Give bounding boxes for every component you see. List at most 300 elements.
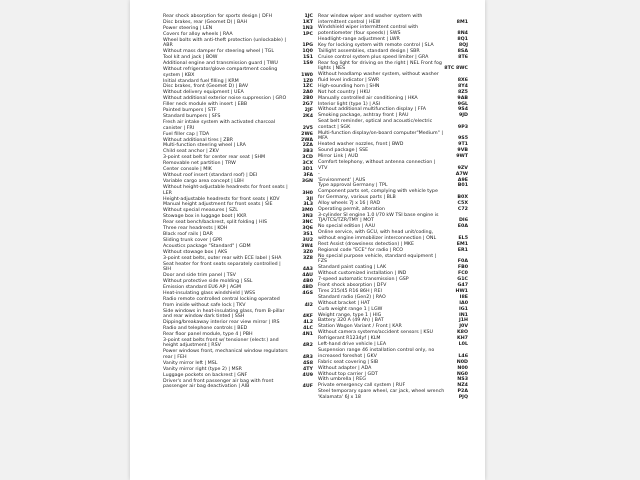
equipment-entry	[318, 55, 466, 61]
equipment-code: 1W0	[301, 72, 313, 78]
equipment-description: Weight range, type 1 | HIG	[318, 312, 382, 318]
equipment-description: Wheel bolts with anti-theft protection (unlockable) | ABR	[163, 37, 286, 49]
equipment-code: 1JC	[304, 14, 313, 19]
equipment-code: 3CX	[302, 161, 313, 167]
equipment-code: P2A	[457, 389, 468, 395]
equipment-description: Headlight-range adjustment | LWR	[318, 36, 400, 42]
equipment-entry	[163, 326, 311, 332]
equipment-code: 8Q1	[457, 36, 468, 42]
equipment-code: 8M1	[456, 19, 468, 25]
equipment-description: Without protective side molding | SSL	[163, 279, 253, 285]
equipment-code: NG0	[456, 371, 468, 377]
equipment-description: Disc brakes, front (Geomet D) | BAV	[163, 84, 249, 90]
equipment-code: 4R2	[302, 343, 313, 349]
equipment-code: 2B0	[302, 96, 313, 102]
equipment-description: Without roof insert (standard roof) | DEI	[163, 173, 258, 179]
equipment-code: 9S5	[457, 136, 468, 142]
equipment-code: I8E	[459, 294, 468, 300]
equipment-entry	[163, 102, 311, 108]
equipment-code: 1N3	[302, 25, 313, 31]
equipment-code: L0L	[458, 342, 468, 348]
equipment-entry	[318, 90, 466, 96]
equipment-description: Rear shock absorption for sports design | DFH	[163, 14, 273, 19]
equipment-description: Taillight assemblies, standard design | SBR	[318, 48, 420, 54]
equipment-entry	[318, 61, 466, 72]
equipment-description: Additional engine and transmission guard | TWU	[163, 61, 278, 67]
equipment-description: Mirror Link | AUD	[318, 154, 359, 160]
equipment-code: 3B3	[302, 149, 313, 155]
equipment-entry	[318, 207, 466, 213]
equipment-description: Type approval Germany | TPL	[318, 183, 388, 189]
equipment-entry	[318, 283, 466, 289]
equipment-description: Station Wagon Variant / Front | KAR	[318, 324, 402, 330]
equipment-code: 4B0	[302, 279, 313, 285]
equipment-description: Fuel filler cap | TDA	[163, 131, 210, 137]
equipment-description: Cruise control system plus speed limiter | GRA	[318, 54, 429, 60]
equipment-entry	[318, 360, 466, 366]
equipment-entry	[318, 301, 466, 307]
equipment-entry	[318, 307, 466, 313]
equipment-description: 3-point seat belts front w/ tensioner (electr.) and height adjustment | RSV	[163, 337, 279, 349]
equipment-description: Regional code "ECE" for radio | RCO	[318, 247, 404, 253]
equipment-code: 3CD	[302, 155, 313, 161]
equipment-code: 1PG	[302, 43, 313, 49]
equipment-entry	[163, 179, 311, 185]
equipment-code: PJQ	[458, 395, 468, 401]
equipment-code: 9AB	[457, 95, 468, 101]
equipment-description: Tires 215/45 R16 86H | REI	[318, 288, 382, 294]
equipment-entry	[163, 167, 311, 173]
equipment-description: Standard paint coating | LAK	[318, 265, 387, 271]
equipment-description: Steel temporary spare wheel, car jack, wheel wrench	[318, 389, 445, 395]
equipment-code: 4UF	[302, 384, 313, 390]
equipment-entry	[318, 348, 466, 359]
equipment-entry	[318, 395, 466, 401]
equipment-entry	[318, 154, 466, 160]
equipment-description: Without additional exterior noise suppression | GRO	[163, 96, 287, 102]
equipment-entry	[318, 201, 466, 207]
equipment-entry	[163, 32, 311, 38]
equipment-description: Fabric seat covering | SIB	[318, 359, 379, 365]
equipment-code: 8N4	[457, 31, 468, 37]
equipment-code: 3N3	[302, 214, 313, 220]
equipment-entry	[163, 244, 311, 250]
equipment-description: Door and side trim panel | TSV	[163, 273, 236, 279]
equipment-description: Radio and telephone controls | BED	[163, 325, 248, 331]
equipment-entry	[318, 224, 466, 230]
equipment-code: 9ZV	[457, 165, 468, 171]
equipment-code: ER1	[457, 247, 468, 253]
equipment-description: Standard bumpers | SFS	[163, 114, 221, 120]
equipment-entry	[318, 242, 466, 248]
equipment-code: 8QJ	[458, 42, 468, 48]
equipment-code: 4GS	[302, 291, 313, 297]
equipment-description: Standard radio (Gen2) | RAO	[318, 294, 386, 300]
equipment-code: 8T6	[458, 54, 468, 60]
equipment-description: Radio remote controlled central locking operated from inside without safe lock | TKV	[163, 297, 280, 308]
equipment-code: 4LC	[303, 325, 313, 331]
equipment-entry	[163, 256, 311, 262]
equipment-entry	[163, 55, 311, 61]
equipment-code: E0A	[457, 224, 468, 230]
equipment-code: J1H	[458, 318, 468, 324]
equipment-description: Rear floor panel module, type 4 | PBH	[163, 331, 253, 337]
equipment-code: 2ZA	[302, 143, 313, 149]
equipment-entry	[318, 131, 466, 142]
equipment-code: DI6	[458, 218, 468, 224]
equipment-description: -	[318, 171, 320, 177]
equipment-description: Three rear headrests | KOH	[163, 226, 228, 232]
equipment-code: J0V	[459, 324, 468, 330]
equipment-entry	[318, 148, 466, 154]
equipment-code: 4L2	[303, 320, 313, 326]
equipment-code: N0D	[456, 359, 468, 365]
equipment-code: 3FA	[303, 173, 313, 179]
equipment-description: Alloy wheels 7J x 16 | RAD	[318, 200, 381, 206]
equipment-code: 1Z0	[302, 78, 313, 84]
equipment-entry	[163, 220, 311, 226]
equipment-description: Battery 320 A (49 Ah) | BAT	[318, 318, 384, 324]
equipment-description: Seat belt reminder, optical and acoustic/electric contact | SGK	[318, 119, 433, 130]
equipment-entry	[163, 297, 311, 308]
equipment-description: Manual height adjustment for front seats | SIE	[163, 202, 273, 208]
equipment-code: 2G7	[302, 102, 313, 108]
equipment-code: 3W4	[301, 244, 313, 249]
equipment-code: 8SA	[457, 48, 468, 54]
equipment-code: 8TC 8WC	[444, 66, 468, 72]
equipment-entry	[163, 379, 311, 390]
equipment-code: A7W	[455, 171, 468, 177]
equipment-description: Power steering | LEN	[163, 25, 213, 31]
equipment-code: EM1	[456, 241, 468, 247]
equipment-entry	[318, 25, 466, 36]
equipment-code: 1KT	[302, 19, 313, 25]
equipment-entry	[163, 38, 311, 49]
equipment-description: Without stowage box | AKS	[163, 249, 228, 255]
equipment-code: L46	[458, 353, 468, 359]
equipment-description: Sliding trunk cover | GPR	[163, 238, 223, 244]
equipment-code: 8Y4	[457, 83, 468, 89]
equipment-description: Without top carrier | GDT	[318, 371, 378, 377]
equipment-description: Private emergency call system | RUF	[318, 383, 406, 389]
equipment-code: 4I2	[304, 302, 313, 308]
equipment-description: Painted bumpers | STF	[163, 108, 217, 114]
equipment-code: 4AU	[302, 273, 313, 279]
equipment-entry	[163, 273, 311, 279]
equipment-description: Rear fog light for driving on the right | NEL Front fog lights | NES	[318, 60, 442, 72]
equipment-entry	[318, 213, 466, 224]
equipment-code: IA0	[459, 300, 468, 306]
equipment-description: No special edition | AAU	[318, 224, 376, 230]
equipment-entry	[163, 238, 311, 244]
equipment-description: Tool kit and jack | BOW	[163, 55, 218, 61]
equipment-code: 2JF	[304, 108, 313, 114]
equipment-description: Rear window wiper and washer system with intermittent control | HEW	[318, 14, 423, 25]
equipment-code: 3S1	[302, 232, 313, 238]
equipment-code: NS3	[457, 377, 468, 383]
equipment-code: B0X	[457, 194, 468, 200]
equipment-code: 4R3	[302, 354, 313, 360]
equipment-entry	[163, 320, 311, 326]
equipment-code: 2W6	[301, 131, 313, 137]
equipment-description: Without mass damper for steering wheel | TGL	[163, 49, 274, 55]
equipment-entry	[163, 367, 311, 373]
equipment-code: IG1	[459, 306, 468, 312]
equipment-code: 9S4	[457, 107, 468, 113]
equipment-description: Manually controlled air conditioning | HKA	[318, 95, 418, 101]
equipment-code: G47	[457, 282, 468, 288]
equipment-code: 9P3	[457, 124, 468, 130]
equipment-description: Multi-function steering wheel | LRA	[163, 143, 246, 149]
equipment-description: Curb weight range 1 | LGW	[318, 306, 383, 312]
equipment-entry	[318, 277, 466, 283]
equipment-description: Windshield wiper intermittent control with potentiometer (four speeds) | SWS	[318, 25, 419, 37]
equipment-entry	[318, 295, 466, 301]
equipment-code: 1S1	[302, 55, 313, 61]
equipment-code: 3Z8	[302, 255, 313, 261]
equipment-code: 9GL	[457, 101, 468, 107]
equipment-description: Fresh air intake system with activated charcoal canister | FRI	[163, 120, 276, 131]
equipment-description: Removable net partition | TRW	[163, 161, 236, 167]
equipment-code: 4A3	[302, 267, 313, 273]
equipment-entry	[163, 185, 311, 196]
equipment-description: Luggage pockets on backrest | GNF	[163, 372, 248, 378]
equipment-description: Power windows front, mechanical window regulators rear | FEH	[163, 349, 288, 360]
equipment-entry	[318, 336, 466, 342]
equipment-code: 1ZC	[302, 84, 313, 90]
equipment-description: Child seat anchor | ZKV	[163, 149, 219, 155]
equipment-description: Vanity mirror left | MSL	[163, 360, 218, 366]
equipment-entry	[163, 14, 311, 20]
equipment-entry	[163, 108, 311, 114]
equipment-code: 2K4	[302, 114, 313, 120]
equipment-description: Without adapter | ADA	[318, 365, 372, 371]
equipment-description: 3-point seat belts, outer rear with ECE label | SHA	[163, 255, 282, 261]
equipment-description: Seat heater for front seats separately controlled | SIH	[163, 261, 281, 273]
equipment-entry	[163, 262, 311, 273]
equipment-description: Interior light (type 1) | ASI	[318, 101, 381, 107]
equipment-description: Without special measures | SZL	[163, 208, 238, 214]
equipment-description: Variable cargo area concept | LBH	[163, 179, 244, 185]
equipment-entry	[318, 366, 466, 372]
equipment-code: 2V5	[302, 125, 313, 131]
equipment-description: Without additional multifunction display | FFA	[318, 107, 426, 113]
equipment-description: Refrigerant R1234yf | KLM	[318, 336, 381, 342]
equipment-description: With umbrella | REG	[318, 377, 366, 383]
equipment-code: 1PC	[302, 31, 313, 37]
equipment-entry	[318, 43, 466, 49]
equipment-entry	[318, 271, 466, 277]
equipment-description: Center console | MIK	[163, 167, 212, 173]
equipment-description: Driver's and front passenger air bag with front passenger air bag deactivation | AIB	[163, 378, 274, 390]
equipment-entry	[163, 20, 311, 26]
equipment-description: Not hot country | HKU	[318, 89, 370, 95]
equipment-description: Heated washer nozzles, front | BWD	[318, 142, 404, 148]
equipment-entry	[163, 120, 311, 131]
equipment-entry	[318, 189, 466, 200]
equipment-description: Rear seat bench/backrest, split folding | HIS	[163, 220, 268, 226]
equipment-code: 3NC	[302, 220, 313, 226]
equipment-description: 3-point seat belt for center rear seat | SHM	[163, 155, 266, 161]
equipment-code: A9E	[457, 177, 468, 183]
equipment-entry	[163, 26, 311, 32]
equipment-description: Front shock absorption | DFV	[318, 282, 387, 288]
equipment-entry	[318, 96, 466, 102]
equipment-code: C72	[457, 206, 468, 212]
equipment-description: Operating permit, alteration	[318, 206, 385, 212]
equipment-entry	[163, 161, 311, 167]
equipment-description: Key for locking system with remote control | SLA	[318, 42, 434, 48]
equipment-description: Rest Assist (drowsiness detection) | MKE	[318, 241, 415, 247]
equipment-code: 8X6	[457, 77, 468, 83]
equipment-description: Stowage box in luggage boot | KKR	[163, 214, 247, 220]
equipment-entry	[163, 114, 311, 120]
equipment-code: KH7	[457, 336, 468, 342]
equipment-description: Covers for alloy wheels | RAA	[163, 31, 233, 37]
equipment-description: Online service, with GCU, with head unit/coding, without engine immobilizer interconnection | ONL	[318, 230, 437, 241]
equipment-entry	[163, 285, 311, 291]
equipment-code: FB0	[457, 265, 468, 271]
equipment-entry	[318, 49, 466, 55]
equipment-code: 9JD	[458, 113, 468, 119]
equipment-code: 9WT	[456, 154, 468, 160]
equipment-entry	[318, 160, 466, 171]
equipment-entry	[163, 338, 311, 349]
equipment-code: 1Q0	[302, 49, 313, 55]
equipment-entry	[318, 72, 466, 83]
equipment-description: Without refrigerator/glove compartment cooling system | KBX	[163, 67, 278, 78]
equipment-entry	[163, 250, 311, 256]
equipment-entry	[318, 142, 466, 148]
equipment-code: EL5	[458, 235, 468, 241]
equipment-description: Suspension range 46 installation control only, no increased foreshot | GKV	[318, 348, 435, 359]
equipment-description: Initial standard fuel filling | KRM	[163, 78, 239, 84]
equipment-entry	[318, 254, 466, 265]
equipment-description: Disc brakes, rear (Geomet D) | BAH	[163, 19, 248, 25]
equipment-code: HW1	[455, 288, 468, 294]
equipment-description: Without height-adjustable headrests for front seats | LER	[163, 185, 288, 196]
equipment-description: No special purpose vehicle, standard equipment | FZS	[318, 253, 437, 265]
equipment-code: 3Z0	[302, 249, 313, 255]
equipment-code: 9T1	[458, 142, 468, 148]
equipment-code: 3M0	[301, 208, 313, 214]
equipment-description: Without delivery equipment | UEA	[163, 90, 244, 96]
equipment-entry	[163, 61, 311, 67]
equipment-entry	[163, 132, 311, 138]
equipment-entry	[163, 49, 311, 55]
equipment-entry	[318, 172, 466, 178]
equipment-description: Height-adjustable headrests for front seats | KOV	[163, 196, 280, 202]
equipment-code: 4BD	[302, 285, 313, 291]
equipment-entry	[163, 291, 311, 297]
equipment-entry	[318, 248, 466, 254]
equipment-entry	[163, 373, 311, 379]
equipment-code: C5X	[457, 200, 468, 206]
equipment-description: Dipping/breakaway interior rear view mirror | IRS	[163, 320, 280, 326]
equipment-description: Heat-insulating glass windshield | WSS	[163, 291, 256, 297]
equipment-code: B01	[457, 183, 468, 189]
equipment-entry	[318, 289, 466, 295]
equipment-code: 9VB	[457, 148, 468, 154]
equipment-code: 4U9	[302, 372, 313, 378]
equipment-description: Left-hand drive vehicle | LEA	[318, 342, 387, 348]
equipment-description: Side windows in heat-insulating glass, from B-pillar and rear window dark tinted | SSH	[163, 308, 285, 320]
equipment-description: Filler neck module with insert | EBB	[163, 102, 248, 108]
equipment-code: 4N1	[302, 331, 313, 337]
equipment-description: 'Environment' | AUS	[318, 177, 366, 183]
equipment-code: 4KF	[302, 314, 313, 320]
equipment-code: N00	[457, 365, 468, 371]
equipment-code: IN1	[458, 312, 468, 318]
equipment-code: K8O	[456, 330, 468, 336]
equipment-entry	[163, 67, 311, 78]
equipment-code: 1S9	[302, 61, 313, 67]
equipment-code: 4S8	[302, 360, 313, 366]
equipment-code: FC0	[457, 270, 468, 276]
equipment-description: Sound package | SSE	[318, 148, 369, 154]
equipment-description: Component parts set, complying with vehicle type for Germany, various parts | BLB	[318, 189, 438, 200]
equipment-code: G1C	[457, 276, 468, 282]
equipment-entry	[163, 349, 311, 360]
equipment-code: 3U2	[302, 238, 313, 244]
equipment-code: 3D1	[302, 167, 313, 173]
equipment-entry	[163, 361, 311, 367]
equipment-code: 8Z5	[457, 89, 468, 95]
equipment-code: 2A0	[302, 90, 313, 96]
right-column	[318, 14, 466, 401]
equipment-entry	[318, 14, 466, 25]
equipment-description: 'Kalamata' 6J x 18	[318, 395, 361, 401]
equipment-description: Without bracket | HAT	[318, 300, 370, 306]
left-column	[163, 14, 311, 390]
equipment-code: 3GN	[301, 179, 313, 185]
equipment-code: 3H0	[302, 190, 313, 196]
equipment-description: Multi-function display/on-board computer"Medium" | MFA	[318, 130, 443, 142]
equipment-entry	[163, 232, 311, 238]
equipment-description: Emission standard EU6 AP | AGM	[163, 285, 241, 291]
equipment-description: Vanity mirror right (type 2) | MSR	[163, 366, 242, 372]
equipment-code: 2WA	[300, 137, 313, 143]
equipment-code: NZ4	[457, 383, 468, 389]
equipment-entry	[163, 173, 311, 179]
equipment-entry	[163, 309, 311, 320]
equipment-entry	[318, 265, 466, 271]
equipment-description: Without headlamp washer system, without washer fluid level indicator | SWR	[318, 72, 439, 83]
equipment-entry	[318, 119, 466, 130]
equipment-entry	[163, 332, 311, 338]
equipment-entry	[318, 37, 466, 43]
equipment-code: 3Q6	[302, 226, 313, 232]
equipment-code: 3JI	[306, 196, 313, 202]
equipment-entry	[163, 279, 311, 285]
equipment-description: Without customized installation | IND	[318, 270, 407, 276]
equipment-description: 3-cylinder SI engine 1.0 l/70 kW TSI base engine is TJA/TCS/TZR/TMY | MOT	[318, 212, 439, 224]
equipment-description: Without camera systems/accident sensors | KSU	[318, 330, 433, 336]
document-page	[130, 0, 485, 480]
equipment-description: Comfort telephony, without antenna connection | VTV	[318, 160, 436, 171]
equipment-description: Acoustics package "Standard" | GDM	[163, 244, 251, 249]
equipment-code: 3L3	[303, 202, 313, 208]
equipment-description: Black roof rails | DAR	[163, 232, 213, 238]
equipment-description: 7-speed automatic transmission | GSP	[318, 276, 409, 282]
equipment-description: High-sounding horn | SHN	[318, 83, 380, 89]
equipment-entry	[318, 84, 466, 90]
equipment-entry	[163, 226, 311, 232]
equipment-description: Smoking package, ashtray front | RAU	[318, 113, 409, 119]
equipment-code: F0A	[457, 259, 468, 265]
equipment-description: Without additional tires | ZBR	[163, 137, 234, 143]
equipment-entry	[318, 230, 466, 241]
